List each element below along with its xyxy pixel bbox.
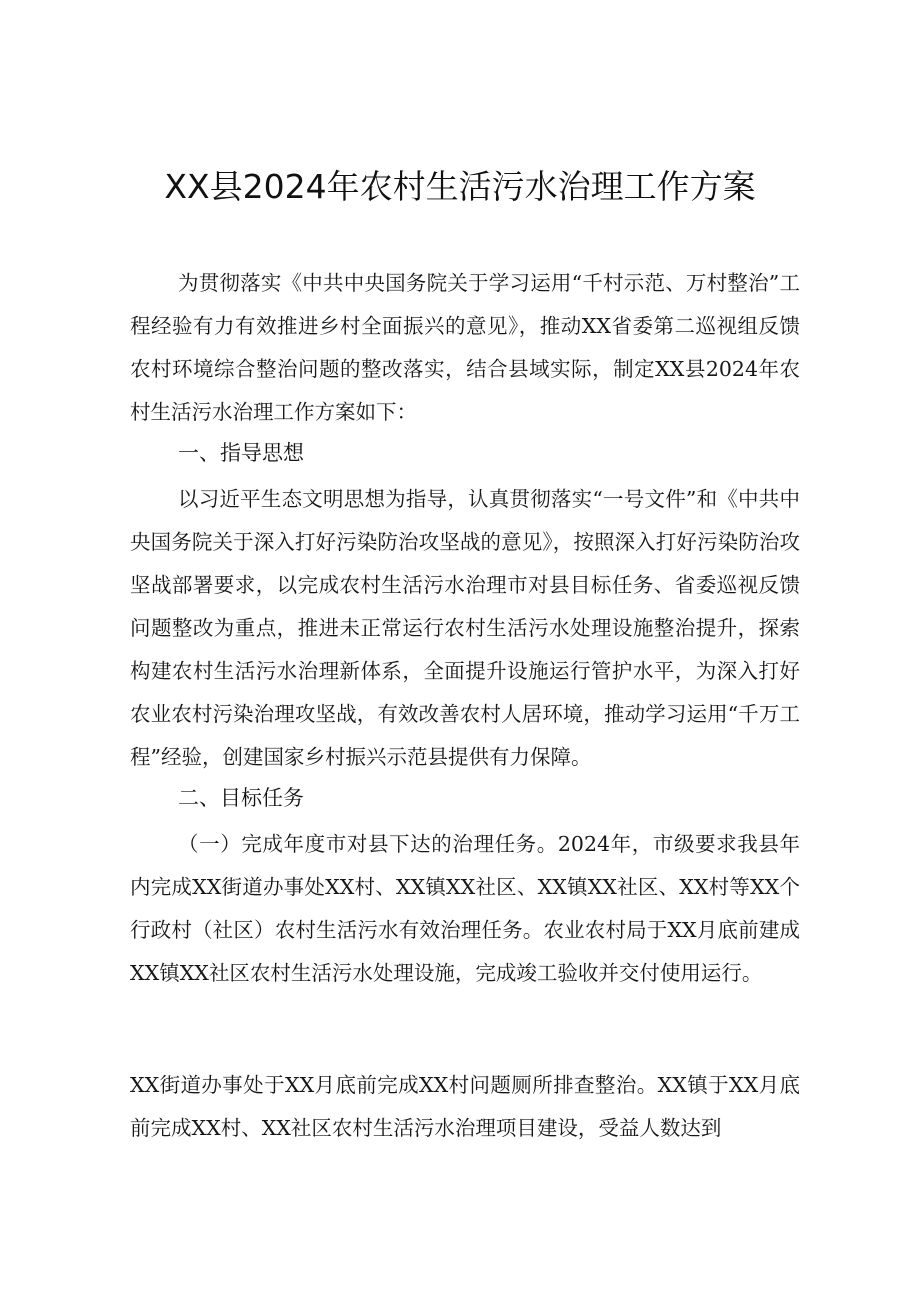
section-heading-guiding-thought: 一、指导思想	[178, 441, 304, 465]
target-item-1-continuation: XX街道办事处于XX月底前完成XX村问题厕所排查整治。XX镇于XX月底前完成XX村、XX社区农村生活污水治理项目建设，受益人数达到	[130, 1073, 800, 1140]
guiding-thought-paragraph: 以习近平生态文明思想为指导，认真贯彻落实“一号文件”和《中共中央国务院关于深入打好污染防治攻坚战的意见》，按照深入打好污染防治攻坚战部署要求，以完成农村生活污水治理市对县目标任务、省委巡视反馈问题整改为重点，推进未正常运行农村生活污水处理设施整治提升，探索构建农村生活污水治理新体系，全面提升设施运行管护水平，为深入打好农业农村污染治理攻坚战，有效改善农村人居环境，推动学习运用“千万工程”经验，创建国家乡村振兴示范县提供有力保障。	[130, 487, 800, 769]
section-heading-targets: 二、目标任务	[178, 786, 304, 810]
intro-paragraph: 为贯彻落实《中共中央国务院关于学习运用“千村示范、万村整治”工程经验有力有效推进乡村全面振兴的意见》，推动XX省委第二巡视组反馈农村环境综合整治问题的整改落实，结合县域实际，制定XX县2024年农村生活污水治理工作方案如下：	[130, 271, 800, 424]
target-item-1-paragraph: （一）完成年度市对县下达的治理任务。2024年，市级要求我县年内完成XX街道办事处XX村、XX镇XX社区、XX镇XX社区、XX村等XX个行政村（社区）农村生活污水有效治理任务。农业农村局于XX月底前建成XX镇XX社区农村生活污水处理设施，完成竣工验收并交付使用运行。	[130, 832, 800, 985]
document-title: XX县2024年农村生活污水治理工作方案	[164, 167, 756, 206]
